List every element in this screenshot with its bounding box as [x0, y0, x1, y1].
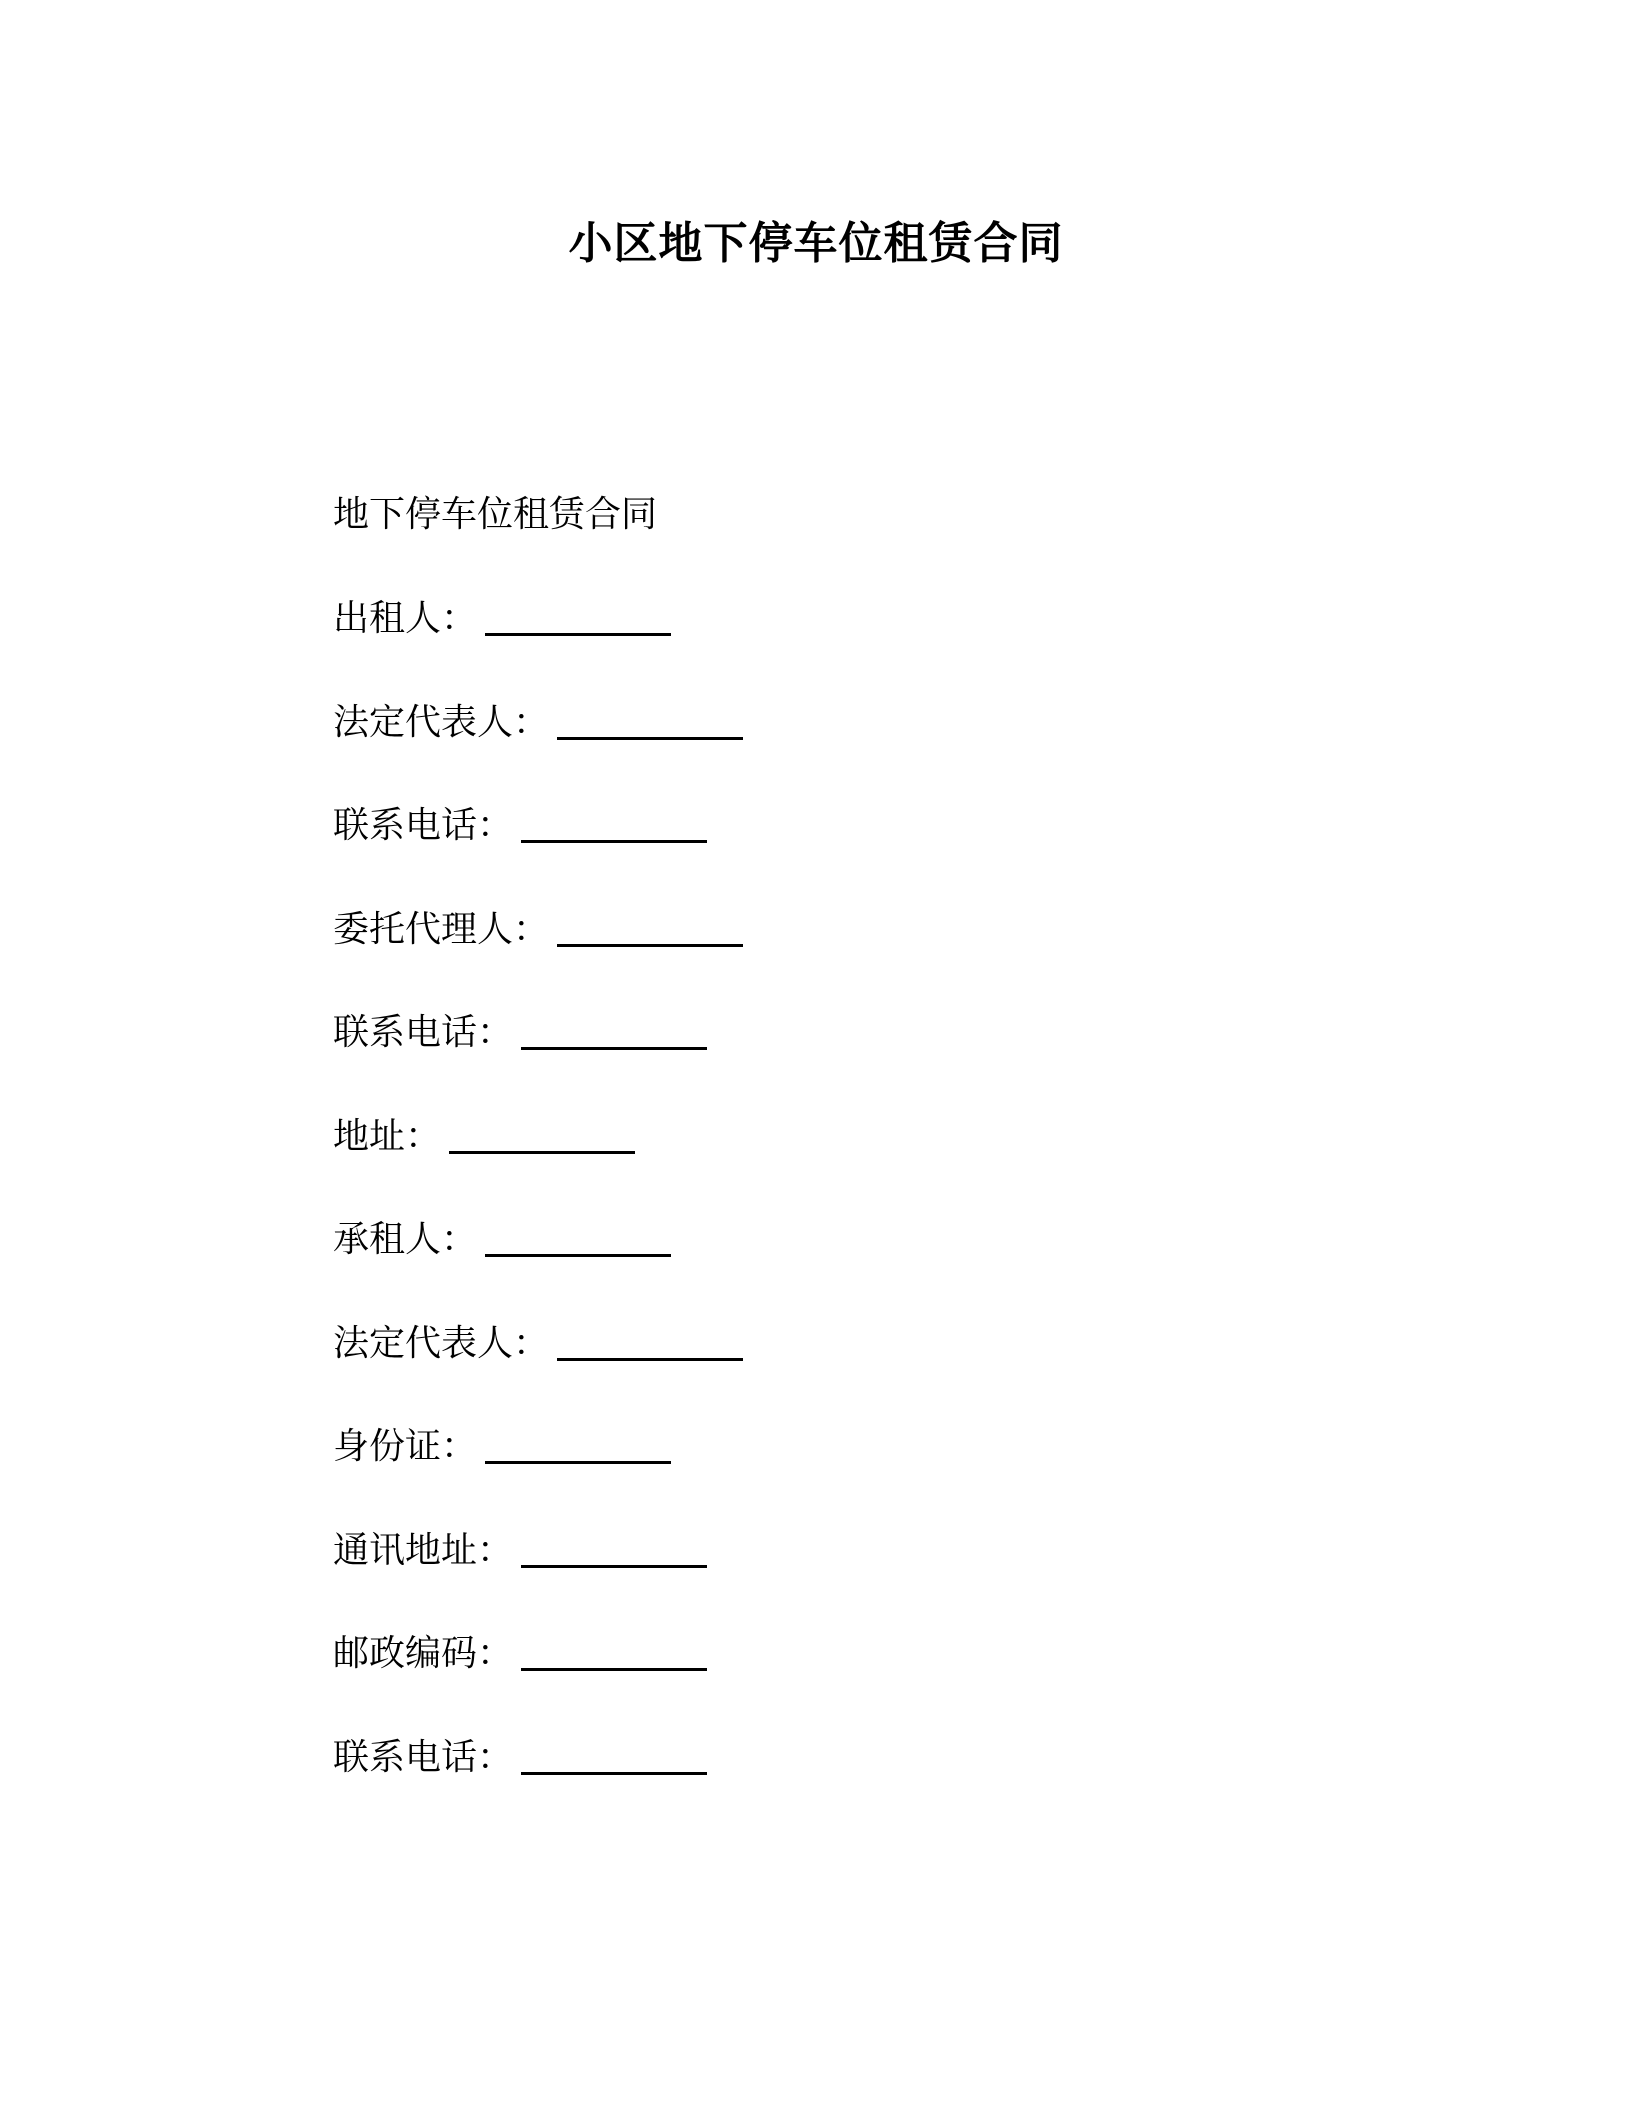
field-label: 出租人： [333, 598, 478, 639]
field-id-card [333, 1425, 743, 1529]
field-label: 身份证： [333, 1426, 478, 1467]
fill-in-blank[interactable] [557, 1322, 743, 1361]
field-label: 联系电话： [333, 1736, 514, 1778]
fill-in-blank[interactable] [521, 1736, 707, 1775]
field-mailing-address [333, 1529, 743, 1633]
field-label: 地址： [333, 1115, 442, 1157]
field-postal-code [333, 1632, 743, 1736]
field-lessor-legal-representative [333, 701, 743, 805]
fill-in-blank[interactable] [521, 804, 707, 843]
field-lessee-legal-representative [333, 1322, 743, 1426]
fill-in-blank[interactable] [557, 908, 743, 947]
field-label: 委托代理人： [333, 908, 550, 950]
field-authorized-agent [333, 908, 743, 1012]
fill-in-blank[interactable] [557, 701, 743, 740]
document-title: 小区地下停车位租赁合同 [568, 218, 1064, 269]
document-subtitle: 地下停车位租赁合同 [333, 494, 658, 535]
fill-in-blank[interactable] [485, 597, 671, 636]
fill-in-blank[interactable] [449, 1115, 635, 1154]
field-label: 邮政编码： [333, 1633, 514, 1674]
field-label: 通讯地址： [333, 1529, 514, 1571]
field-label: 法定代表人： [333, 1322, 550, 1364]
field-lessor [333, 597, 743, 701]
field-label: 联系电话： [333, 1012, 514, 1053]
party-info-fields [333, 597, 743, 1839]
field-lessor-address [333, 1115, 743, 1219]
field-agent-phone [333, 1011, 743, 1115]
field-lessor-phone [333, 804, 743, 908]
fill-in-blank[interactable] [485, 1218, 671, 1257]
field-label: 承租人： [333, 1219, 478, 1260]
fill-in-blank[interactable] [521, 1529, 707, 1568]
fill-in-blank[interactable] [485, 1425, 671, 1464]
field-label: 联系电话： [333, 805, 514, 846]
fill-in-blank[interactable] [521, 1011, 707, 1050]
field-lessee-phone [333, 1736, 743, 1840]
field-label: 法定代表人： [333, 701, 550, 743]
fill-in-blank[interactable] [521, 1632, 707, 1671]
field-lessee [333, 1218, 743, 1322]
